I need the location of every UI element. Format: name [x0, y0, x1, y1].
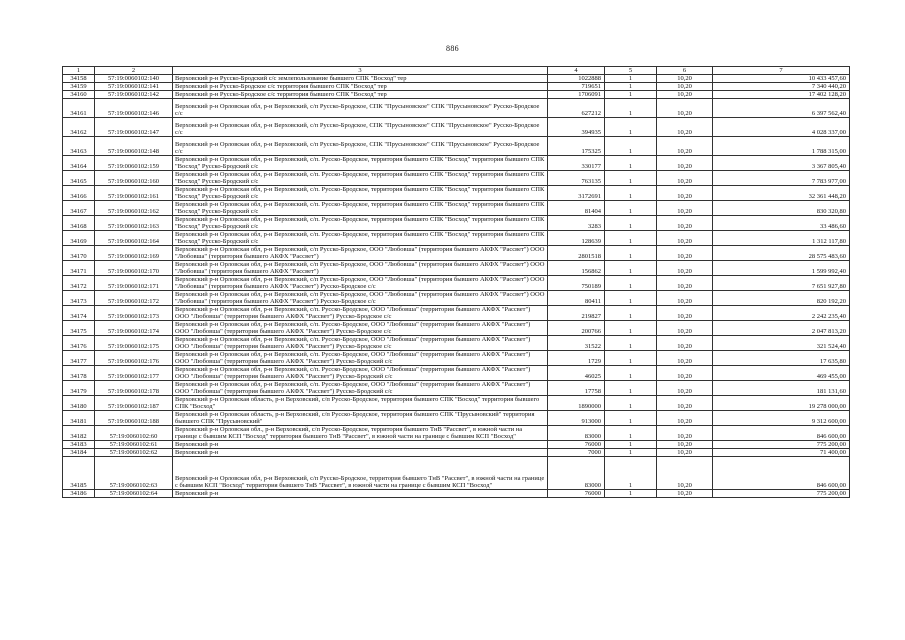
area-value: 219827 [548, 306, 605, 321]
cadastral-number: 57:19:0060102:161 [95, 186, 173, 201]
rate-value: 10,20 [657, 321, 713, 336]
row-number: 34173 [63, 291, 95, 306]
area-value: 1022888 [548, 75, 605, 83]
row-number: 34167 [63, 201, 95, 216]
area-value: 1729 [548, 351, 605, 366]
location-description: Верховский р-н Русско-Бродский с/с землепользование бывшего СПК "Восход" тер [173, 75, 548, 83]
count-value: 1 [605, 490, 657, 498]
count-value: 1 [605, 457, 657, 490]
row-number: 34161 [63, 99, 95, 118]
cadastral-number: 57:19:0060102:148 [95, 137, 173, 156]
location-description: Верховский р-н Орловская обл, р-н Верховский, с/п. Русско-Бродское, территория бывшего СПК "Восход" территория бывшего СПК "Восход" Русско-Бродский с/с [173, 156, 548, 171]
table-row [63, 306, 850, 321]
count-value: 1 [605, 118, 657, 137]
area-value: 76000 [548, 490, 605, 498]
rate-value: 10,20 [657, 91, 713, 99]
area-value: 31522 [548, 336, 605, 351]
rate-value: 10,20 [657, 449, 713, 457]
column-header: 4 [548, 67, 605, 75]
row-number: 34163 [63, 137, 95, 156]
cadastral-number: 57:19:0060102:63 [95, 457, 173, 490]
area-value: 3283 [548, 216, 605, 231]
location-description: Верховский р-н Орловская обл, р-н Верховский, с/п. Русско-Бродское, территория бывшего СПК "Восход" территория бывшего СПК "Восход" Русско-Бродский с/с [173, 201, 548, 216]
table-row [63, 99, 850, 118]
location-description: Верховский р-н Русско-Бродское с/с территория бывшего СПК "Восход" тер [173, 91, 548, 99]
table-row [63, 83, 850, 91]
table-row [63, 426, 850, 441]
rate-value: 10,20 [657, 201, 713, 216]
count-value: 1 [605, 83, 657, 91]
cadastral-value: 28 575 483,60 [713, 246, 850, 261]
count-value: 1 [605, 216, 657, 231]
table-row [63, 449, 850, 457]
cadastral-number: 57:19:0060102:61 [95, 441, 173, 449]
area-value: 83000 [548, 457, 605, 490]
row-number: 34168 [63, 216, 95, 231]
cadastral-value: 4 028 337,00 [713, 118, 850, 137]
row-number: 34174 [63, 306, 95, 321]
count-value: 1 [605, 441, 657, 449]
table-row [63, 321, 850, 336]
cadastral-value: 830 320,80 [713, 201, 850, 216]
area-value: 394935 [548, 118, 605, 137]
location-description: Верховский р-н Орловская обл, р-н Верховский, с/п. Русско-Бродское, ООО "Любовша" (территория бывшего АКФХ "Рассвет") ООО "Любовша" (территория бывшего АКФХ "Рассвет") Русско-Бродский с/с [173, 366, 548, 381]
cadastral-number: 57:19:0060102:178 [95, 381, 173, 396]
rate-value: 10,20 [657, 457, 713, 490]
row-number: 34180 [63, 396, 95, 411]
table-row [63, 381, 850, 396]
table-row [63, 366, 850, 381]
count-value: 1 [605, 186, 657, 201]
cadastral-number: 57:19:0060102:142 [95, 91, 173, 99]
count-value: 1 [605, 91, 657, 99]
rate-value: 10,20 [657, 276, 713, 291]
rate-value: 10,20 [657, 351, 713, 366]
rate-value: 10,20 [657, 186, 713, 201]
row-number: 34164 [63, 156, 95, 171]
rate-value: 10,20 [657, 441, 713, 449]
row-number: 34162 [63, 118, 95, 137]
area-value: 17758 [548, 381, 605, 396]
area-value: 46025 [548, 366, 605, 381]
cadastral-number: 57:19:0060102:174 [95, 321, 173, 336]
column-header: 3 [173, 67, 548, 75]
count-value: 1 [605, 336, 657, 351]
cadastral-value: 2 242 235,40 [713, 306, 850, 321]
row-number: 34181 [63, 411, 95, 426]
cadastral-value: 10 433 457,60 [713, 75, 850, 83]
area-value: 156862 [548, 261, 605, 276]
table-row [63, 231, 850, 246]
area-value: 1890000 [548, 396, 605, 411]
cadastral-value: 6 397 562,40 [713, 99, 850, 118]
count-value: 1 [605, 276, 657, 291]
column-header: 5 [605, 67, 657, 75]
land-registry-table [62, 66, 850, 498]
area-value: 7000 [548, 449, 605, 457]
table-row [63, 75, 850, 83]
rate-value: 10,20 [657, 171, 713, 186]
cadastral-number: 57:19:0060102:64 [95, 490, 173, 498]
location-description: Верховский р-н Орловская обл, р-н Верховский, с/п. Русско-Бродское, ООО "Любовша" (территория бывшего АКФХ "Рассвет") ООО "Любовша" (территория бывшего АКФХ "Рассвет") Русско-Бродское с/с [173, 306, 548, 321]
table-row [63, 201, 850, 216]
count-value: 1 [605, 351, 657, 366]
count-value: 1 [605, 381, 657, 396]
area-value: 175325 [548, 137, 605, 156]
row-number: 34183 [63, 441, 95, 449]
cadastral-number: 57:19:0060102:188 [95, 411, 173, 426]
count-value: 1 [605, 321, 657, 336]
row-number: 34165 [63, 171, 95, 186]
rate-value: 10,20 [657, 411, 713, 426]
cadastral-value: 17 635,80 [713, 351, 850, 366]
table-row [63, 276, 850, 291]
row-number: 34175 [63, 321, 95, 336]
count-value: 1 [605, 99, 657, 118]
table-row [63, 186, 850, 201]
location-description: Верховский р-н Орловская обл, р-н Верховский, с/п. Русско-Бродское, территория бывшего СПК "Восход" территория бывшего СПК "Восход" Русско-Бродский с/с [173, 186, 548, 201]
cadastral-number: 57:19:0060102:187 [95, 396, 173, 411]
row-number: 34185 [63, 457, 95, 490]
column-header: 2 [95, 67, 173, 75]
cadastral-value: 1 312 117,80 [713, 231, 850, 246]
rate-value: 10,20 [657, 291, 713, 306]
cadastral-value: 7 783 977,00 [713, 171, 850, 186]
cadastral-number: 57:19:0060102:170 [95, 261, 173, 276]
area-value: 763135 [548, 171, 605, 186]
location-description: Верховский р-н Орловская обл, р-н Верховский, с/п. Русско-Бродское, ООО "Любовша" (территория бывшего АКФХ "Рассвет") ООО "Любовша" (территория бывшего АКФХ "Рассвет") Русско-Бродский с/с [173, 351, 548, 366]
rate-value: 10,20 [657, 231, 713, 246]
location-description: Верховский р-н Орловская область, р-н Верховский, с/п Русско-Бродское, территория бывшего СПК "Прусыновский" территория бывшего СПК "Прусыновский" [173, 411, 548, 426]
row-number: 34169 [63, 231, 95, 246]
row-number: 34159 [63, 83, 95, 91]
cadastral-value: 17 402 128,20 [713, 91, 850, 99]
cadastral-number: 57:19:0060102:147 [95, 118, 173, 137]
row-number: 34184 [63, 449, 95, 457]
cadastral-value: 321 524,40 [713, 336, 850, 351]
rate-value: 10,20 [657, 99, 713, 118]
location-description: Верховский р-н Орловская обл, р-н Верховский, с/п. Русско-Бродское, ООО "Любовша" (территория бывшего АКФХ "Рассвет") ООО "Любовша" (территория бывшего АКФХ "Рассвет") Русско-Бродское с/с [173, 321, 548, 336]
row-number: 34177 [63, 351, 95, 366]
cadastral-value: 1 788 315,00 [713, 137, 850, 156]
area-value: 200766 [548, 321, 605, 336]
location-description: Верховский р-н Орловская обл, р-н Верховский, с/п Русско-Бродское, ООО "Любовша" (территория бывшего АКФХ "Рассвет") ООО "Любовша" (территория бывшего АКФХ "Рассвет") [173, 261, 548, 276]
location-description: Верховский р-н Орловская обл, р-н Верховский, с/п. Русско-Бродское, ООО "Любовша" (территория бывшего АКФХ "Рассвет") ООО "Любовша" (территория бывшего АКФХ "Рассвет") Русско-Бродское с/с [173, 336, 548, 351]
row-number: 34182 [63, 426, 95, 441]
location-description: Верховский р-н Орловская обл, р-н Верховский, с/п. Русско-Бродское, территория бывшего СПК "Восход" территория бывшего СПК "Восход" Русско-Бродский с/с [173, 171, 548, 186]
cadastral-value: 7 340 440,20 [713, 83, 850, 91]
area-value: 719651 [548, 83, 605, 91]
area-value: 81404 [548, 201, 605, 216]
cadastral-number: 57:19:0060102:160 [95, 171, 173, 186]
cadastral-number: 57:19:0060102:162 [95, 201, 173, 216]
table-row [63, 91, 850, 99]
rate-value: 10,20 [657, 216, 713, 231]
count-value: 1 [605, 75, 657, 83]
cadastral-number: 57:19:0060102:140 [95, 75, 173, 83]
cadastral-value: 820 192,20 [713, 291, 850, 306]
cadastral-number: 57:19:0060102:163 [95, 216, 173, 231]
rate-value: 10,20 [657, 306, 713, 321]
row-number: 34160 [63, 91, 95, 99]
cadastral-number: 57:19:0060102:169 [95, 246, 173, 261]
area-value: 3172691 [548, 186, 605, 201]
location-description: Верховский р-н Орловская обл, р-н Верховский, с/п Русско-Бродское, ООО "Любовша" (территория бывшего АКФХ "Рассвет") ООО "Любовша" (территория бывшего АКФХ "Рассвет") [173, 246, 548, 261]
count-value: 1 [605, 246, 657, 261]
cadastral-number: 57:19:0060102:62 [95, 449, 173, 457]
cadastral-value: 469 455,00 [713, 366, 850, 381]
rate-value: 10,20 [657, 490, 713, 498]
location-description: Верховский р-н Орловская обл, р-н Верховский, с/п. Русско-Бродское, ООО "Любовша" (территория бывшего АКФХ "Рассвет") ООО "Любовша" (территория бывшего АКФХ "Рассвет") Русско-Бродский с/с [173, 381, 548, 396]
count-value: 1 [605, 396, 657, 411]
location-description: Верховский р-н Орловская обл, р-н Верховский, с/п Русско-Бродское, территория бывшего ТнВ "Рассвет", в южной части на границе с бывшим КСП "Восход" территория бывшего ТнВ "Рассвет", в южной части на границе с бывшим КСП "Восход" [173, 457, 548, 490]
cadastral-value: 2 047 813,20 [713, 321, 850, 336]
cadastral-value: 846 600,00 [713, 457, 850, 490]
table-row [63, 137, 850, 156]
table-row [63, 216, 850, 231]
area-value: 1706091 [548, 91, 605, 99]
table-header-row [63, 67, 850, 75]
table-row [63, 457, 850, 490]
row-number: 34179 [63, 381, 95, 396]
cadastral-value: 19 278 000,00 [713, 396, 850, 411]
cadastral-value: 775 200,00 [713, 490, 850, 498]
cadastral-number: 57:19:0060102:176 [95, 351, 173, 366]
area-value: 627212 [548, 99, 605, 118]
cadastral-number: 57:19:0060102:175 [95, 336, 173, 351]
cadastral-number: 57:19:0060102:173 [95, 306, 173, 321]
table-row [63, 171, 850, 186]
cadastral-number: 57:19:0060102:141 [95, 83, 173, 91]
cadastral-number: 57:19:0060102:60 [95, 426, 173, 441]
cadastral-value: 32 361 448,20 [713, 186, 850, 201]
count-value: 1 [605, 366, 657, 381]
rate-value: 10,20 [657, 156, 713, 171]
area-value: 76000 [548, 441, 605, 449]
count-value: 1 [605, 171, 657, 186]
cadastral-value: 775 200,00 [713, 441, 850, 449]
table-row [63, 411, 850, 426]
row-number: 34176 [63, 336, 95, 351]
count-value: 1 [605, 137, 657, 156]
cadastral-value: 181 131,60 [713, 381, 850, 396]
rate-value: 10,20 [657, 366, 713, 381]
table-row [63, 156, 850, 171]
area-value: 913000 [548, 411, 605, 426]
count-value: 1 [605, 306, 657, 321]
table-row [63, 291, 850, 306]
row-number: 34186 [63, 490, 95, 498]
column-header: 7 [713, 67, 850, 75]
count-value: 1 [605, 261, 657, 276]
location-description: Верховский р-н Орловская обл, р-н Верховский, с/п Русско-Бродское, ООО "Любовша" (территория бывшего АКФХ "Рассвет") ООО "Любовша" (территория бывшего АКФХ "Рассвет") Русско-Бродское с/с [173, 291, 548, 306]
count-value: 1 [605, 411, 657, 426]
table-row [63, 351, 850, 366]
cadastral-number: 57:19:0060102:164 [95, 231, 173, 246]
area-value: 750189 [548, 276, 605, 291]
area-value: 80411 [548, 291, 605, 306]
column-header: 1 [63, 67, 95, 75]
location-description: Верховский р-н Русско-Бродское с/с территория бывшего СПК "Восход" тер [173, 83, 548, 91]
cadastral-number: 57:19:0060102:177 [95, 366, 173, 381]
row-number: 34158 [63, 75, 95, 83]
table-row [63, 441, 850, 449]
table-row [63, 261, 850, 276]
cadastral-number: 57:19:0060102:171 [95, 276, 173, 291]
row-number: 34172 [63, 276, 95, 291]
cadastral-value: 9 312 600,00 [713, 411, 850, 426]
rate-value: 10,20 [657, 426, 713, 441]
rate-value: 10,20 [657, 118, 713, 137]
location-description: Верховский р-н [173, 490, 548, 498]
location-description: Верховский р-н [173, 441, 548, 449]
row-number: 34170 [63, 246, 95, 261]
cadastral-value: 33 486,60 [713, 216, 850, 231]
column-header: 6 [657, 67, 713, 75]
rate-value: 10,20 [657, 336, 713, 351]
cadastral-value: 846 600,00 [713, 426, 850, 441]
count-value: 1 [605, 426, 657, 441]
rate-value: 10,20 [657, 381, 713, 396]
table-row [63, 396, 850, 411]
location-description: Верховский р-н Орловская обл., р-н Верховский, с/п Русско-Бродское, территория бывшего ТнВ "Рассвет", в южной части на границе с бывшим КСП "Восход" территория бывшего ТнВ "Рассвет", в южной части на границе с бывшим КСП "Восход" [173, 426, 548, 441]
cadastral-value: 1 599 992,40 [713, 261, 850, 276]
table-row [63, 118, 850, 137]
location-description: Верховский р-н [173, 449, 548, 457]
rate-value: 10,20 [657, 83, 713, 91]
rate-value: 10,20 [657, 246, 713, 261]
row-number: 34178 [63, 366, 95, 381]
count-value: 1 [605, 231, 657, 246]
count-value: 1 [605, 291, 657, 306]
table-row [63, 490, 850, 498]
cadastral-number: 57:19:0060102:172 [95, 291, 173, 306]
location-description: Верховский р-н Орловская обл, р-н Верховский, с/п Русско-Бродское, ООО "Любовша" (территория бывшего АКФХ "Рассвет") ООО "Любовша" (территория бывшего АКФХ "Рассвет") Русско-Бродское с/с [173, 276, 548, 291]
count-value: 1 [605, 449, 657, 457]
area-value: 128639 [548, 231, 605, 246]
area-value: 2801518 [548, 246, 605, 261]
cadastral-value: 71 400,00 [713, 449, 850, 457]
location-description: Верховский р-н Орловская обл, р-н Верховский, с/п Русско-Бродское, СПК "Прусыновское" СПК "Прусыновское" Русско-Бродское с/с [173, 99, 548, 118]
table-row [63, 246, 850, 261]
location-description: Верховский р-н Орловская обл, р-н Верховский, с/п Русско-Бродское, СПК "Прусыновское" СПК "Прусыновское" Русско-Бродское с/с [173, 137, 548, 156]
count-value: 1 [605, 201, 657, 216]
count-value: 1 [605, 156, 657, 171]
rate-value: 10,20 [657, 261, 713, 276]
area-value: 83000 [548, 426, 605, 441]
page-number: 886 [446, 44, 459, 53]
cadastral-value: 3 367 805,40 [713, 156, 850, 171]
table-row [63, 336, 850, 351]
cadastral-number: 57:19:0060102:159 [95, 156, 173, 171]
rate-value: 10,20 [657, 137, 713, 156]
location-description: Верховский р-н Орловская обл, р-н Верховский, с/п. Русско-Бродское, территория бывшего СПК "Восход" территория бывшего СПК "Восход" Русско-Бродский с/с [173, 216, 548, 231]
area-value: 330177 [548, 156, 605, 171]
rate-value: 10,20 [657, 75, 713, 83]
cadastral-value: 7 651 927,80 [713, 276, 850, 291]
location-description: Верховский р-н Орловская обл, р-н Верховский, с/п Русско-Бродское, СПК "Прусыновское" СПК "Прусыновское" Русско-Бродское с/с [173, 118, 548, 137]
location-description: Верховский р-н Орловская обл, р-н Верховский, с/п. Русско-Бродское, территория бывшего СПК "Восход" территория бывшего СПК "Восход" Русско-Бродский с/с [173, 231, 548, 246]
row-number: 34171 [63, 261, 95, 276]
rate-value: 10,20 [657, 396, 713, 411]
cadastral-number: 57:19:0060102:146 [95, 99, 173, 118]
row-number: 34166 [63, 186, 95, 201]
location-description: Верховский р-н Орловская область, р-н Верховский, с/п Русско-Бродское, территория бывшего СПК "Восход" территория бывшего СПК "Восход" [173, 396, 548, 411]
